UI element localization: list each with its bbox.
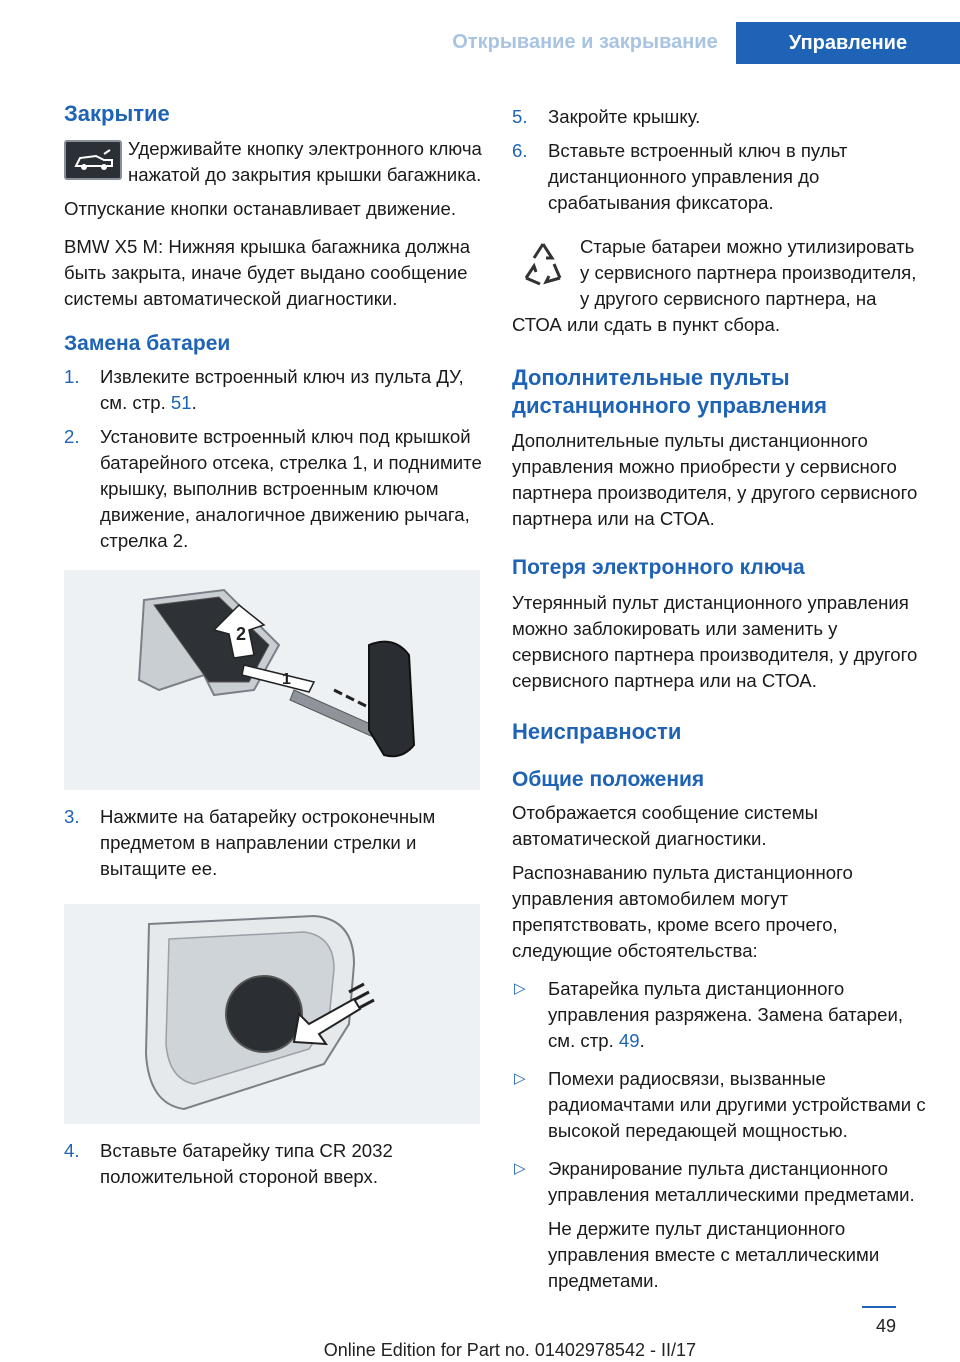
trunk-button-icon [64,140,122,180]
recycle-icon [516,238,570,292]
step-2 [64,424,484,554]
page-number-rule [862,1306,896,1308]
step-text: Установите встроенный ключ под крышкой батарейного отсека, стрелка 1, и поднимите крышку, выполнив встроенным ключом движение, аналогичное движению рычага, стрелка 2. [100,426,482,551]
step-4 [64,1138,484,1190]
extra-remotes-heading: Дополнительные пульты дистанционного управления [512,365,827,418]
bullet-text: Помехи радиосвязи, вызванные радиомачтами или другими устройствами с высокой передающей мощностью. [548,1068,926,1141]
edition-footer: Online Edition for Part no. 01402978542 - II/17 [323,1340,696,1360]
step-text: Закройте крышку. [548,106,701,127]
recognition-text: Распознаванию пульта дистанционного управления автомобилем могут препятствовать, кроме всего прочего, следующие обстоятельства: [512,862,853,961]
general-heading: Общие положения [512,768,705,791]
bullet-arrow-icon: ▷ [514,1160,526,1177]
page-header [0,0,960,62]
arrow-1-label: 1 [282,671,291,688]
step-5 [512,104,926,130]
bullet-arrow-icon: ▷ [514,1070,526,1087]
extra-remotes-text: Дополнительные пульты дистанционного управления можно приобрести у сервисного партнера производителя, у другого сервисного партнера или на СТОА. [512,430,918,529]
x5m-text: BMW X5 M: Нижняя крышка багажника должна быть закрыта, иначе будет выдано сообщение системы автоматической диагностики. [64,236,471,309]
recycle-text: Старые батареи можно утилизировать у сервисного партнера производителя, у другого сервисного партнера, на СТОА или сдать в пункт сбора. [512,236,917,335]
bullet-text: Экранирование пульта дистанционного управления металлическими предметами. [548,1158,915,1205]
bullet-battery: ▷ Батарейка пульта дистанционного управления разряжена. Замена батареи, см. стр. 49. [514,978,904,1051]
page-number: 49 [875,1316,896,1336]
closing-block [64,136,484,188]
lost-key-text: Утерянный пульт дистанционного управления можно заблокировать или заменить у сервисного партнера производителя, у другого сервисного партнера или на СТОА. [512,592,918,691]
bullet-shielding [512,1156,926,1294]
step-number: 2. [64,426,80,447]
bullet-note: Не держите пульт дистанционного управления вместе с металлическими предметами. [548,1218,880,1291]
step-number: 3. [64,806,80,827]
closing-text: Удерживайте кнопку электронного ключа нажатой до закрытия крышки багажника. [128,138,482,185]
page-link[interactable]: 51 [170,392,192,413]
release-text: Отпускание кнопки останавливает движение. [64,198,457,219]
step-text: Вставьте батарейку типа CR 2032 положительной стороной вверх. [100,1140,393,1187]
arrow-2-label: 2 [236,624,247,644]
left-column [64,100,484,1190]
lost-key-heading: Потеря электронного ключа [512,556,805,579]
page-link[interactable]: 49 [618,1030,640,1051]
bullet-text: Батарейка пульта дистанционного управления разряжена. Замена батареи, см. стр. [548,978,904,1051]
bullet-radio [512,1066,926,1144]
bullet-arrow-icon: ▷ [514,980,526,997]
step-number: 1. [64,366,80,387]
closing-heading: Закрытие [64,101,170,126]
step-3 [64,804,484,882]
step-number: 5. [512,106,528,127]
step-number: 4. [64,1140,80,1161]
battery-heading: Замена батареи [64,332,231,355]
step-text: Нажмите на батарейку остроконечным предметом в направлении стрелки и вытащите ее. [100,806,436,879]
key-battery-cover-figure [64,570,480,790]
step-text: Извлеките встроенный ключ из пульта ДУ, см. стр. [100,366,464,413]
step-number: 6. [512,140,528,161]
chapter-tab: Управление [736,22,960,64]
general-text: Отображается сообщение системы автоматической диагностики. [512,802,818,849]
step-1: 1. Извлеките встроенный ключ из пульта ДУ, см. стр. 51. [64,366,464,413]
faults-heading: Неисправности [512,719,682,744]
step-text: Вставьте встроенный ключ в пульт дистанционного управления до срабатывания фиксатора. [548,140,848,213]
recycle-note [512,234,926,338]
step-6 [512,138,926,216]
battery-removal-figure [64,904,480,1124]
right-column [512,104,926,1294]
section-title: Открывание и закрывание [452,31,718,53]
